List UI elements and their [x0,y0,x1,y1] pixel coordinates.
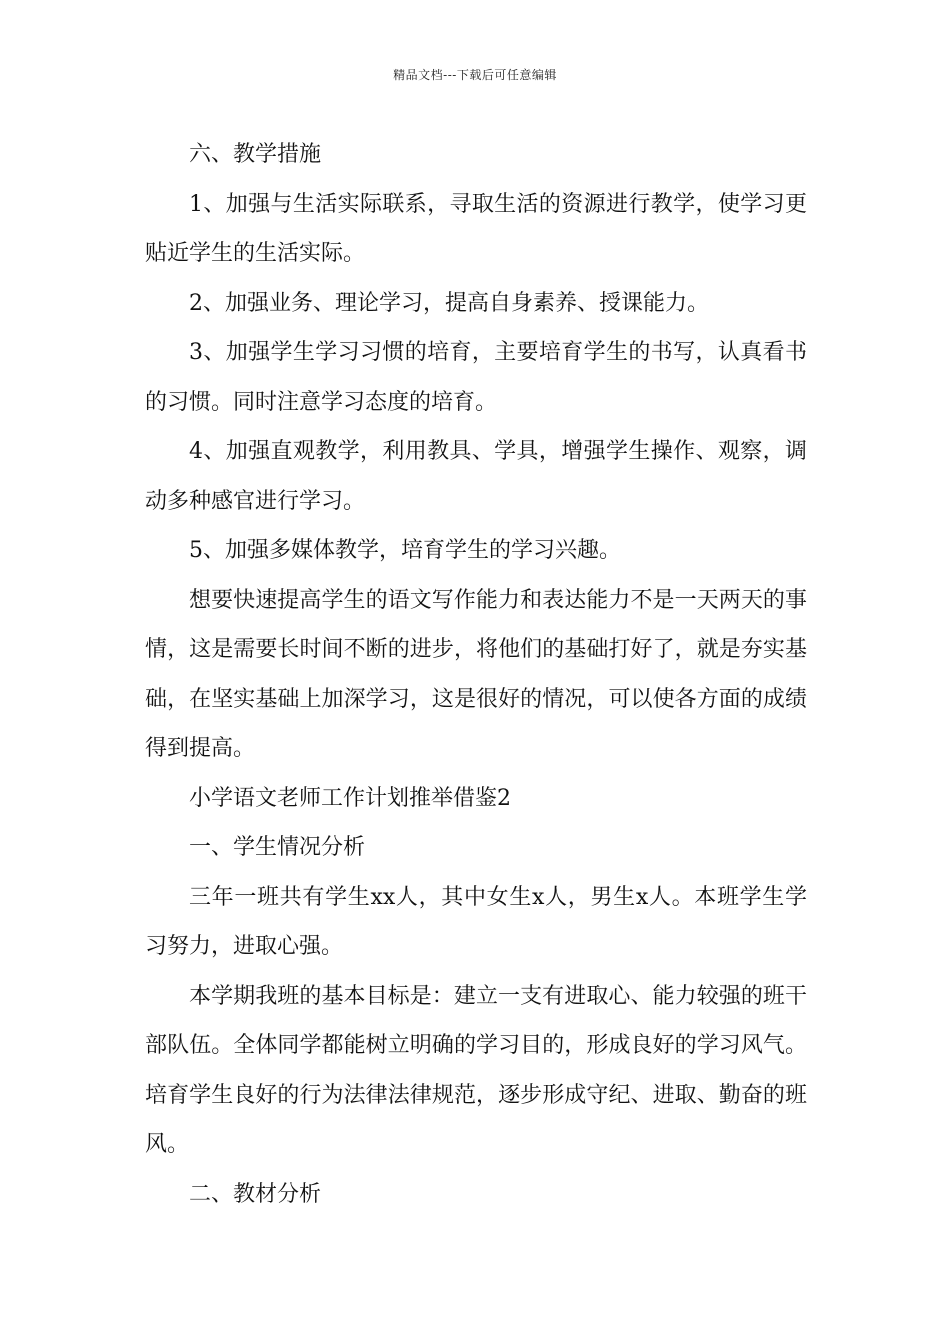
plan-title: 小学语文老师工作计划推举借鉴2 [189,785,511,811]
class-goal-paragraph: 本学期我班的基本目标是：建立一支有进取心、能力较强的班干部队伍。全体同学都能树立明确的学习目的，形成良好的学习风气。培育学生良好的行为法律法律规范，逐步形成守纪、进取、勤奋的班风。 [145,983,807,1157]
page-header: 精品文档---下载后可任意编辑 [393,68,557,82]
section-heading-teaching-measures: 六、教学措施 [189,142,322,167]
measure-item-2: 2、加强业务、理论学习，提高自身素养、授课能力。 [189,290,709,316]
measure-item-5: 5、加强多媒体教学，培育学生的学习兴趣。 [189,538,621,563]
measure-item-3: 3、加强学生学习习惯的培育，主要培育学生的书写，认真看书的习惯。同时注意学习态度的培育。 [145,340,807,415]
measure-item-1: 1、加强与生活实际联系，寻取生活的资源进行教学，使学习更贴近学生的生活实际。 [145,191,807,266]
section-heading-textbook-analysis: 二、教材分析 [189,1181,322,1207]
measure-item-4: 4、加强直观教学，利用教具、学具，增强学生操作、观察，调动多种感官进行学习。 [145,439,807,514]
student-analysis-paragraph: 三年一班共有学生xx人，其中女生x人，男生x人。本班学生学习努力，进取心强。 [145,884,807,959]
document-body [145,130,807,1219]
summary-paragraph: 想要快速提高学生的语文写作能力和表达能力不是一天两天的事情，这是需要长时间不断的进步，将他们的基础打好了，就是夯实基础，在坚实基础上加深学习，这是很好的情况，可以使各方面的成绩得到提高。 [145,587,807,761]
section-heading-student-analysis: 一、学生情况分析 [189,835,366,860]
